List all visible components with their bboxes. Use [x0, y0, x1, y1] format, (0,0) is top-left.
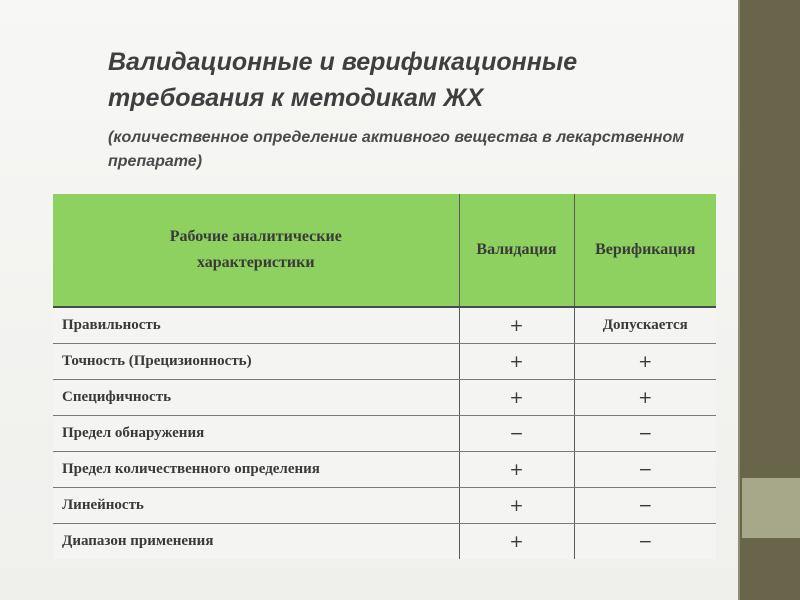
table-row	[53, 452, 716, 488]
slide-subtitle: (количественное определение активного вещества в лекарственном препарате)	[108, 129, 685, 170]
table-row	[53, 380, 716, 416]
requirements-table	[53, 194, 716, 559]
row-name: Предел обнаружения	[53, 416, 459, 452]
row-verification: −	[574, 488, 716, 524]
row-validation: +	[459, 307, 574, 344]
row-verification: −	[574, 416, 716, 452]
row-validation: +	[459, 452, 574, 488]
row-name: Точность (Прецизионность)	[53, 344, 459, 380]
row-name: Специфичность	[53, 380, 459, 416]
row-validation: −	[459, 416, 574, 452]
row-name: Диапазон применения	[53, 524, 459, 560]
header-verification: Верификация	[574, 194, 716, 307]
slide-title: Валидационные и верификационные требования к методикам ЖХ	[108, 48, 578, 112]
row-validation: +	[459, 344, 574, 380]
row-name: Предел количественного определения	[53, 452, 459, 488]
table-row	[53, 307, 716, 344]
row-verification: −	[574, 452, 716, 488]
row-verification: +	[574, 380, 716, 416]
row-validation: +	[459, 488, 574, 524]
row-validation: +	[459, 380, 574, 416]
row-verification: −	[574, 524, 716, 560]
row-name: Линейность	[53, 488, 459, 524]
table-row	[53, 416, 716, 452]
table-row	[53, 488, 716, 524]
row-verification: Допускается	[574, 307, 716, 344]
side-accent-block	[742, 478, 800, 538]
table-row	[53, 524, 716, 560]
row-verification: +	[574, 344, 716, 380]
row-validation: +	[459, 524, 574, 560]
row-name: Правильность	[53, 307, 459, 344]
header-characteristic: Рабочие аналитические характеристики	[53, 194, 459, 307]
header-validation: Валидация	[459, 194, 574, 307]
table-header-row	[53, 194, 716, 307]
table-row	[53, 344, 716, 380]
